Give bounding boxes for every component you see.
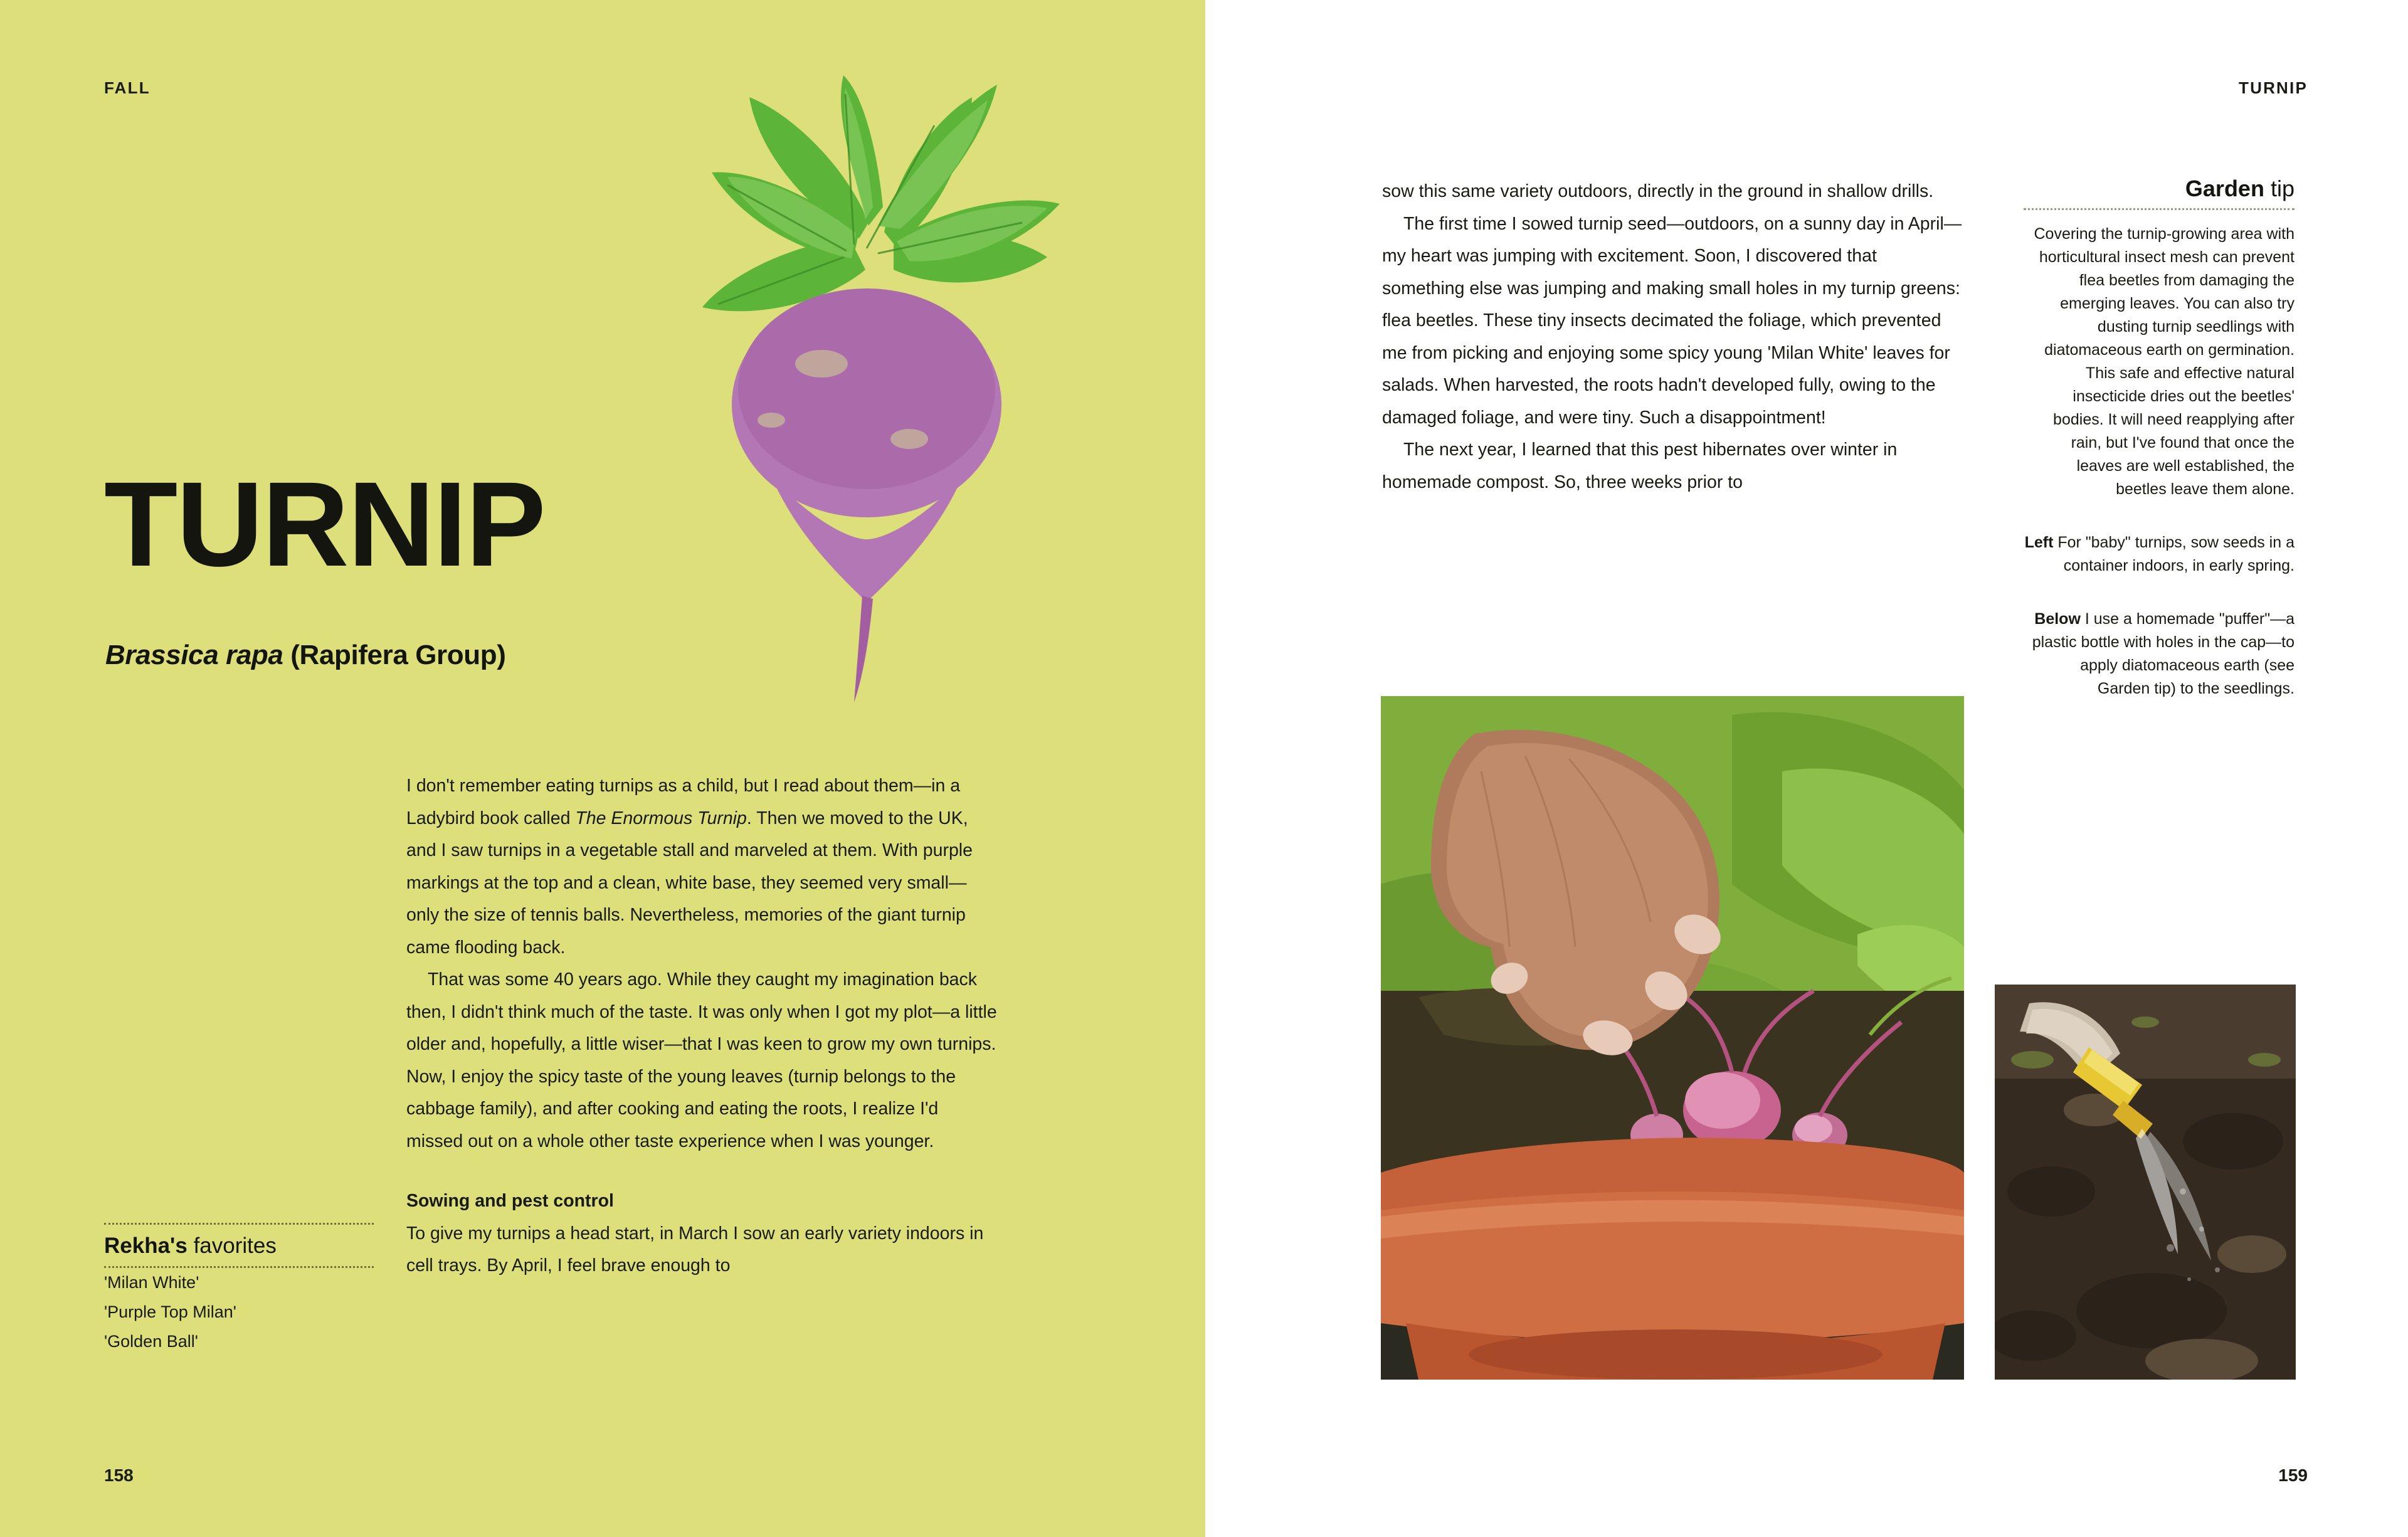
right-paragraph-1: sow this same variety outdoors, directly in the ground in shallow drills.: [1382, 181, 1934, 201]
page-title: TURNIP: [104, 457, 545, 591]
section-heading-sowing: Sowing and pest control: [406, 1191, 614, 1211]
running-head-turnip: TURNIP: [2239, 78, 2308, 97]
running-head-fall: FALL: [104, 78, 150, 97]
favorites-title: [104, 1233, 374, 1259]
caption-below-label: Below: [2034, 610, 2081, 628]
left-paragraph-1: I don't remember eating turnips as a child, but I read about them—in a Ladybird book called The Enormous Turnip. Then we moved to the UK, and I saw turnips in a vegetable stall and marveled at them. With purple markings at the top and a clean, white base, they seemed very small—only the size of tennis balls. Nevertheless, memories of the giant turnip came flooding back.: [406, 776, 973, 958]
favorites-divider: [104, 1223, 374, 1225]
list-item: 'Milan White': [104, 1273, 199, 1292]
garden-tip-title-rest: tip: [2270, 176, 2294, 201]
garden-tip-body: Covering the turnip-growing area with horticultural insect mesh can prevent flea beetles from damaging the emerging leaves. You can also try dusting turnip seedlings with diatomaceous earth on germination. This safe and effective natural insecticide dries out the beetles' bodies. It will need reapplying after rain, but I've found that once the leaves are well established, the beetles leave them alone.: [2034, 225, 2294, 498]
garden-tip-divider: [2024, 208, 2294, 210]
photo-hand-with-turnips-in-pot: [1381, 696, 1964, 1380]
caption-below: [2024, 608, 2294, 700]
left-paragraph-3: To give my turnips a head start, in March I sow an early variety indoors in cell trays. By April, I feel brave enough to: [406, 1223, 984, 1276]
right-page: [1205, 0, 2408, 1537]
right-body-column: [1382, 176, 1962, 499]
left-body-column: [406, 770, 999, 1282]
list-item: 'Golden Ball': [104, 1332, 198, 1351]
latin-name: [105, 640, 505, 671]
list-item: 'Purple Top Milan': [104, 1302, 236, 1321]
favorites-box: [104, 1223, 374, 1356]
folio-left: 158: [104, 1466, 134, 1485]
caption-left: [2024, 531, 2294, 578]
right-paragraph-2: The first time I sowed turnip seed—outdoors, on a sunny day in April—my heart was jumping with excitement. Soon, I discovered that something else was jumping and making small holes in my turnip greens: flea beetles. These tiny insects decimated the foliage, which prevented me from picking and enjoying some spicy young 'Milan White' leaves for salads. When harvested, the roots hadn't developed fully, owing to the damaged foliage, and were tiny. Such a disappointment!: [1382, 213, 1962, 428]
left-paragraph-2: That was some 40 years ago. While they caught my imagination back then, I didn't think much of the taste. It was only when I got my plot—a little older and, hopefully, a little wiser—that I was keen to grow my own turnips. Now, I enjoy the spicy taste of the young leaves (turnip belongs to the cabbage family), and after cooking and eating the roots, I realize I'd missed out on a whole other taste experience when I was younger.: [406, 969, 997, 1151]
caption-below-text: I use a homemade "puffer"—a plastic bottle with holes in the cap—to apply diatomaceous earth (see Garden tip) to the seedlings.: [2032, 610, 2294, 697]
latin-name-italic: Brassica rapa: [105, 640, 283, 670]
garden-tip-title: [2024, 176, 2294, 202]
favorites-list: [104, 1268, 374, 1356]
garden-tip-title-bold: Garden: [2185, 176, 2264, 201]
turnip-illustration: [583, 38, 1135, 740]
folio-right: 159: [2278, 1466, 2308, 1485]
photo-puffer-dusting-soil: [1995, 985, 2296, 1380]
sidebar-garden-tip: [2024, 176, 2294, 700]
caption-left-text: For "baby" turnips, sow seeds in a container indoors, in early spring.: [2053, 534, 2294, 574]
right-paragraph-3: The next year, I learned that this pest hibernates over winter in homemade compost. So, three weeks prior to: [1382, 440, 1898, 492]
favorites-title-bold: Rekha's: [104, 1233, 187, 1258]
latin-name-group: (Rapifera Group): [290, 640, 506, 670]
caption-left-label: Left: [2024, 534, 2054, 551]
favorites-title-rest: favorites: [193, 1233, 277, 1258]
